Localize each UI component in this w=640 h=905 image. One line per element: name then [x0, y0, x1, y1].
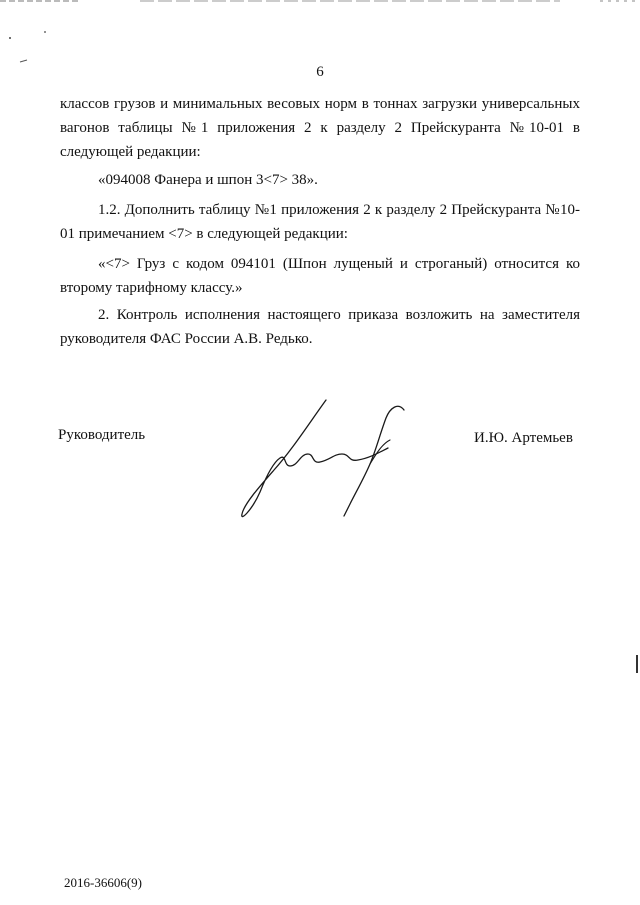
paragraph-item-2: 2. Контроль исполнения настоящего приказа возложить на заместителя руководителя ФАС России А.В. Редько. [60, 307, 580, 347]
scan-top-border [0, 0, 640, 2]
body-text-4 [60, 252, 580, 300]
paragraph-item-1-2: 1.2. Дополнить таблицу №1 приложения 2 к разделу 2 Прейскуранта №10-01 примечанием <7> в следующей редакции: [60, 202, 580, 242]
page-number: 6 [316, 64, 324, 80]
body-text [60, 92, 580, 164]
paragraph-continuation: классов грузов и минимальных весовых норм в тоннах загрузки универсальных вагонов таблицы №1 приложения 2 к разделу 2 Прейскуранта №10-01 в следующей редакции: [60, 96, 580, 160]
signatory-name: И.Ю. Артемьев [474, 430, 573, 446]
body-text-3 [60, 198, 580, 246]
signatory-title: Руководитель [58, 427, 146, 443]
document-code: 2016-36606(9) [64, 875, 142, 890]
handwritten-signature [230, 392, 410, 522]
paragraph-item-plywood: «094008 Фанера и шпон 3<7> 38». [98, 172, 318, 188]
body-text-5 [60, 303, 580, 351]
body-text-2 [60, 168, 580, 192]
paragraph-note-7: «<7> Груз с кодом 094101 (Шпон лущеный и строганый) относится ко второму тарифному классу.» [60, 256, 580, 296]
